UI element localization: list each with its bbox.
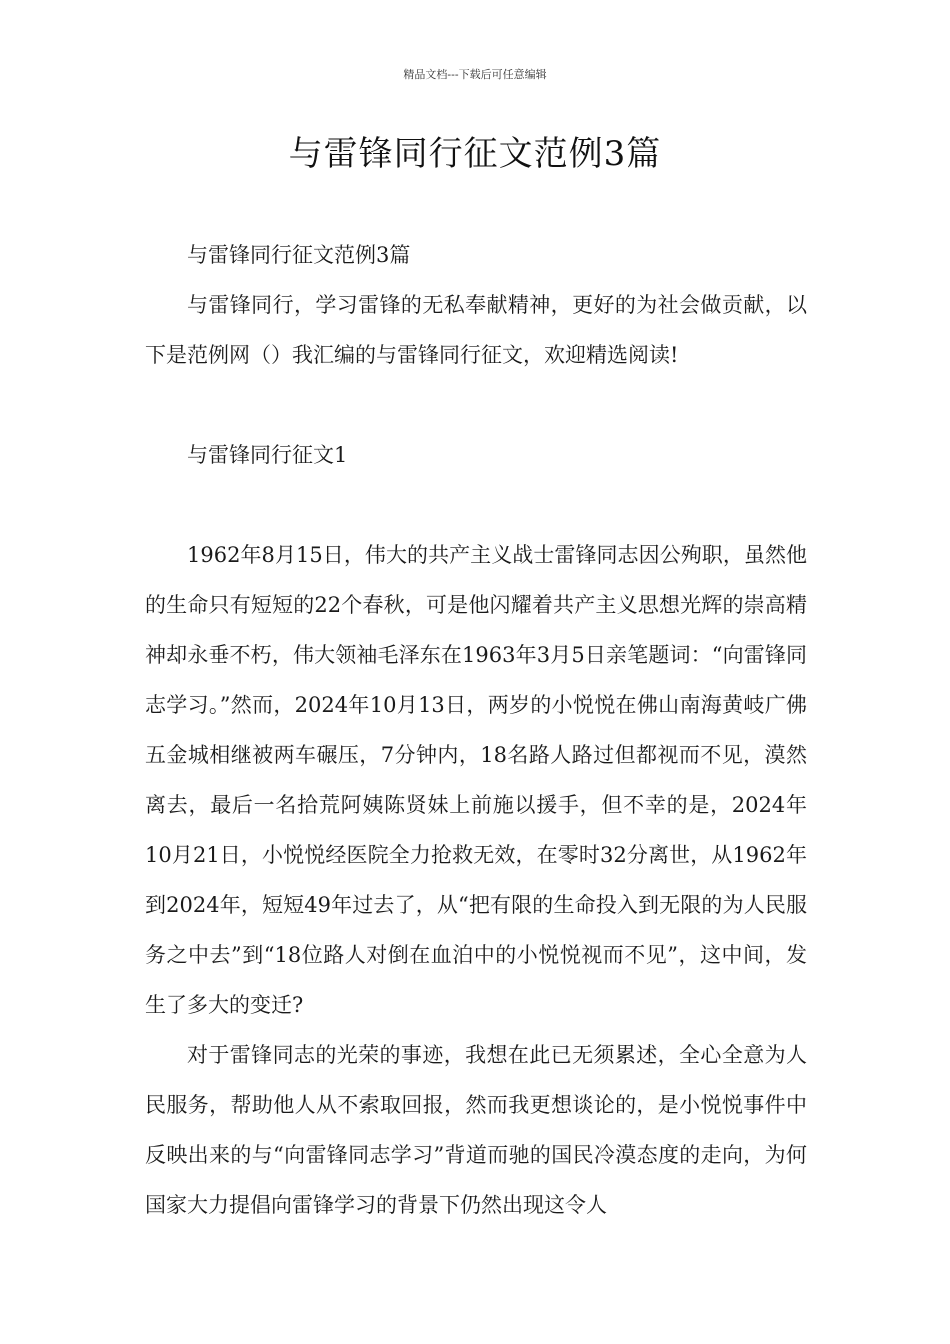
spacer — [145, 380, 807, 430]
body-paragraph-1: 1962年8月15日，伟大的共产主义战士雷锋同志因公殉职，虽然他的生命只有短短的22个春秋，可是他闪耀着共产主义思想光辉的崇高精神却永垂不朽，伟大领袖毛泽东在1963年3月5日亲笔题词：“向雷锋同志学习。”然而，2024年10月13日，两岁的小悦悦在佛山南海黄岐广佛五金城相继被两车碾压，7分钟内，18名路人路过但都视而不见，漠然离去，最后一名拾荒阿姨陈贤妹上前施以援手，但不幸的是，2024年10月21日，小悦悦经医院全力抢救无效，在零时32分离世，从1962年到2024年，短短49年过去了，从“把有限的生命投入到无限的为人民服务之中去”到“18位路人对倒在血泊中的小悦悦视而不见”，这中间，发生了多大的变迁? — [145, 543, 807, 1017]
document-subtitle: 与雷锋同行征文范例3篇 — [187, 243, 411, 267]
header-note: 精品文档---下载后可任意编辑 — [403, 68, 547, 81]
spacer — [145, 480, 807, 530]
body-paragraph-2: 对于雷锋同志的光荣的事迹，我想在此已无须累述，全心全意为人民服务，帮助他人从不索取回报，然而我更想谈论的，是小悦悦事件中反映出来的与“向雷锋同志学习”背道而驰的国民冷漠态度的走向，为何国家大力提倡向雷锋学习的背景下仍然出现这令人 — [145, 1043, 807, 1217]
document-title: 与雷锋同行征文范例3篇 — [288, 134, 662, 174]
intro-paragraph: 与雷锋同行，学习雷锋的无私奉献精神，更好的为社会做贡献，以下是范例网（）我汇编的与雷锋同行征文，欢迎精选阅读! — [145, 293, 807, 367]
document-body — [145, 230, 807, 1230]
section-heading-1: 与雷锋同行征文1 — [187, 443, 348, 467]
